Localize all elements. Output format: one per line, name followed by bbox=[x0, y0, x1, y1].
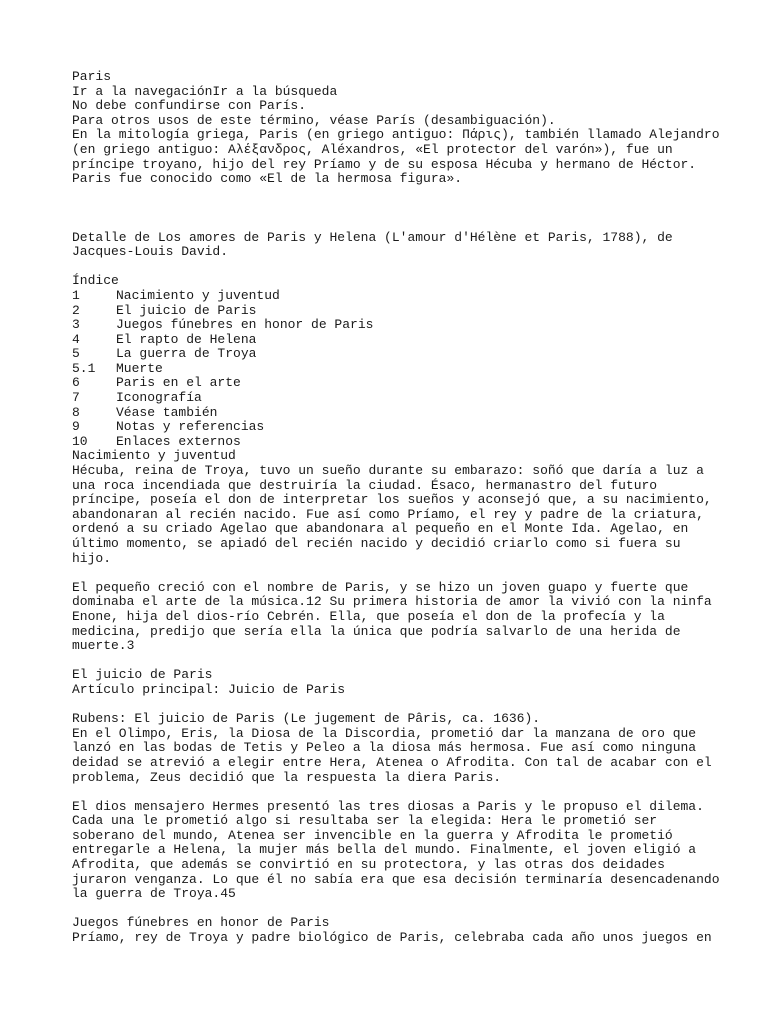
toc-item-label: El rapto de Helena bbox=[116, 331, 257, 347]
paragraph-line: entregarle a Helena, la mujer más bella del mundo. Finalmente, el joven eligió a bbox=[72, 842, 697, 858]
toc-item-number: 7 bbox=[72, 390, 80, 406]
main-article-link[interactable]: Artículo principal: Juicio de Paris bbox=[72, 681, 346, 697]
toc-item-label: Juegos fúnebres en honor de Paris bbox=[116, 317, 374, 333]
paragraph-line: príncipe, poseía el don de interpretar los sueños y aconsejó que, a su nacimiento, bbox=[72, 492, 712, 508]
toc-item-label: Enlaces externos bbox=[116, 433, 241, 449]
intro-text-line: En la mitología griega, Paris (en griego antiguo: Πάρις), también llamado Alejandro bbox=[72, 127, 720, 143]
image-caption bbox=[72, 231, 732, 260]
hatnote-confusion: No debe confundirse con París. bbox=[72, 98, 307, 114]
toc-title: Índice bbox=[72, 273, 119, 289]
toc-item-number: 2 bbox=[72, 302, 80, 318]
toc-item[interactable] bbox=[72, 347, 732, 362]
intro-text-line: Paris fue conocido como «El de la hermosa figura». bbox=[72, 171, 463, 187]
toc-item-label: La guerra de Troya bbox=[116, 346, 257, 362]
table-of-contents bbox=[72, 274, 732, 449]
caption-line: Jacques-Louis David. bbox=[72, 244, 229, 260]
caption-line: Detalle de Los amores de Paris y Helena (L'amour d'Hélène et Paris, 1788), de bbox=[72, 229, 673, 245]
paragraph-line: Príamo, rey de Troya y padre biológico de Paris, celebraba cada año unos juegos en bbox=[72, 930, 712, 946]
toc-item-number: 3 bbox=[72, 317, 80, 333]
paragraph-line: muerte.3 bbox=[72, 638, 135, 654]
toc-item[interactable] bbox=[72, 376, 732, 391]
toc-item-label: Nacimiento y juventud bbox=[116, 287, 280, 303]
toc-item[interactable] bbox=[72, 318, 732, 333]
paragraph-line: abandonaran al recién nacido. Fue así como Príamo, el rey y padre de la criatura, bbox=[72, 506, 704, 522]
paragraph-line: El pequeño creció con el nombre de Paris, y se hizo un joven guapo y fuerte que bbox=[72, 579, 689, 595]
toc-item-number: 9 bbox=[72, 419, 80, 435]
paragraph-line: último momento, se apiadó del recién nacido y decidió criarlo como si fuera su bbox=[72, 536, 681, 551]
toc-item-number: 6 bbox=[72, 375, 80, 391]
toc-item[interactable] bbox=[72, 391, 732, 406]
paragraph-line: soberano del mundo, Atenea ser invencible en la guerra y Afrodita le prometió bbox=[72, 827, 673, 843]
paragraph-line: una roca incendiada que destruiría la ciudad. Ésaco, hermanastro del futuro bbox=[72, 477, 658, 493]
paragraph-line: Rubens: El juicio de Paris (Le jugement de Pâris, ca. 1636). bbox=[72, 711, 541, 727]
toc-item-label: Paris en el arte bbox=[116, 375, 241, 391]
section-heading: El juicio de Paris bbox=[72, 667, 213, 683]
toc-item[interactable] bbox=[72, 289, 732, 304]
toc-item[interactable] bbox=[72, 406, 732, 421]
paragraph-line: hijo. bbox=[72, 550, 112, 566]
toc-item-number: 8 bbox=[72, 404, 80, 420]
paragraph-line: ordenó a su criado Agelao que abandonara al pequeño en el Monte Ida. Agelao, en bbox=[72, 521, 689, 537]
paragraph-line: Afrodita, que además se convirtió en su protectora, y las otras dos deidades bbox=[72, 857, 665, 873]
paragraph-line: deidad se atrevió a elegir entre Hera, Atenea o Afrodita. Con tal de acabar con el bbox=[72, 754, 712, 770]
paragraph-line: problema, Zeus decidió que la respuesta la diera Paris. bbox=[72, 769, 502, 785]
article-title: Paris bbox=[72, 69, 112, 84]
toc-item[interactable] bbox=[72, 304, 732, 319]
paragraph-line: lanzó en las bodas de Tetis y Peleo a la diosa más hermosa. Fue así como ninguna bbox=[72, 740, 697, 756]
toc-item[interactable] bbox=[72, 435, 732, 450]
toc-item[interactable] bbox=[72, 420, 732, 435]
toc-item-label: Notas y referencias bbox=[116, 419, 265, 435]
toc-item-label: Véase también bbox=[116, 404, 218, 420]
skip-links: Ir a la navegaciónIr a la búsqueda bbox=[72, 83, 338, 99]
paragraph-line: dominaba el arte de la música.12 Su primera historia de amor la vivió con la ninfa bbox=[72, 594, 712, 610]
section-juegos bbox=[72, 916, 732, 945]
toc-item-label: El juicio de Paris bbox=[116, 302, 257, 318]
paragraph-line: Enone, hija del dios-río Cebrén. Ella, que poseía el don de la profecía y la bbox=[72, 608, 665, 624]
section-nacimiento bbox=[72, 449, 732, 653]
paragraph-line: medicina, predijo que sería ella la única que podría salvarlo de una herida de bbox=[72, 623, 681, 639]
section-juicio bbox=[72, 668, 732, 902]
hatnote-disambiguation: Para otros usos de este término, véase París (desambiguación). bbox=[72, 112, 556, 128]
toc-item-label: Iconografía bbox=[116, 390, 202, 406]
toc-item-number: 5.1 bbox=[72, 360, 96, 376]
paragraph-line: El dios mensajero Hermes presentó las tres diosas a Paris y le propuso el dilema. bbox=[72, 798, 704, 814]
paragraph-line: juraron venganza. Lo que él no sabía era que esa decisión terminaría desencadenando bbox=[72, 871, 720, 887]
paragraph-line: Hécuba, reina de Troya, tuvo un sueño durante su embarazo: soñó que daría a luz a bbox=[72, 463, 704, 479]
intro-text-line: (en griego antiguo: Αλέξανδρος, Aléxandros, «El protector del varón»), fue un bbox=[72, 141, 673, 157]
intro-text-line: príncipe troyano, hijo del rey Príamo y de su esposa Hécuba y hermano de Héctor. bbox=[72, 156, 697, 172]
toc-item[interactable] bbox=[72, 333, 732, 348]
toc-item[interactable] bbox=[72, 362, 732, 377]
paragraph-line: Cada una le prometió algo si resultaba ser la elegida: Hera le prometió ser bbox=[72, 813, 658, 829]
section-heading: Nacimiento y juventud bbox=[72, 448, 236, 464]
toc-item-number: 4 bbox=[72, 331, 80, 347]
toc-item-number: 5 bbox=[72, 346, 80, 362]
paragraph-line: la guerra de Troya.45 bbox=[72, 886, 236, 902]
paragraph-line: En el Olimpo, Eris, la Diosa de la Discordia, prometió dar la manzana de oro que bbox=[72, 725, 697, 741]
toc-item-label: Muerte bbox=[116, 360, 163, 376]
document-page bbox=[72, 70, 732, 946]
section-heading: Juegos fúnebres en honor de Paris bbox=[72, 915, 330, 931]
toc-item-number: 10 bbox=[72, 433, 88, 449]
intro-block bbox=[72, 70, 732, 187]
toc-item-number: 1 bbox=[72, 287, 80, 303]
